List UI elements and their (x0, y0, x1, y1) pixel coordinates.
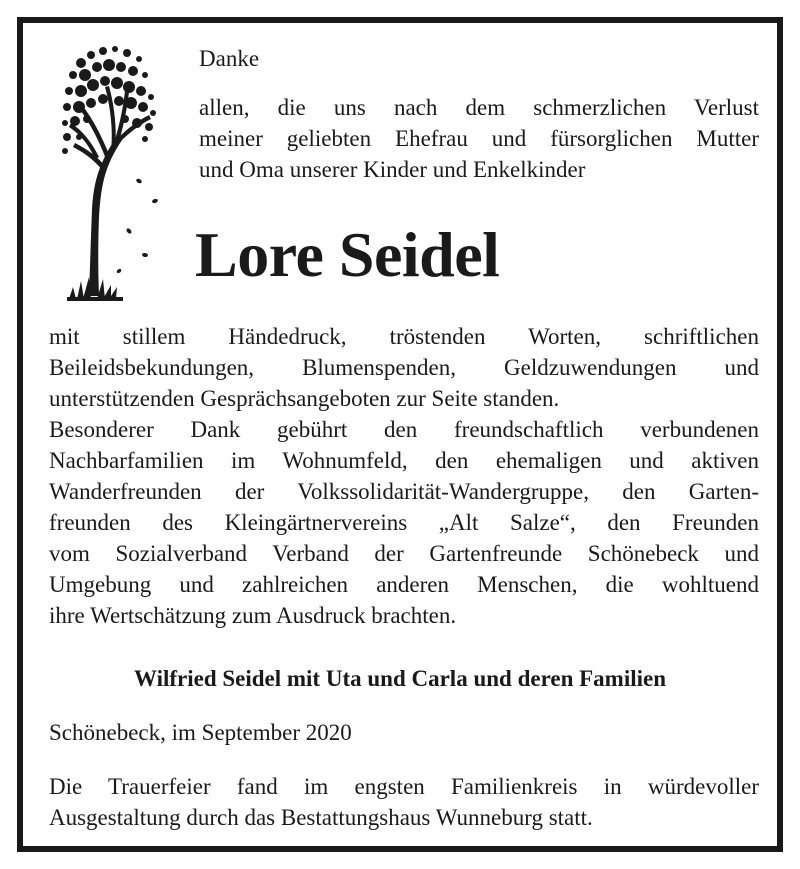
obituary-notice (17, 17, 783, 852)
body-line: ihre Wertschätzung zum Ausdruck brachten. (49, 603, 457, 628)
intro-block (199, 43, 759, 185)
funeral-line: Ausgestaltung durch das Bestattungshaus Wunneburg statt. (49, 805, 593, 830)
body-line: freunden des Kleingärtnervereins „Alt Salze“, den Freunden (49, 510, 759, 535)
tree-icon (59, 41, 161, 303)
intro-line: meiner geliebten Ehefrau und fürsorglichen Mutter (199, 126, 759, 151)
greeting: Danke (199, 46, 260, 71)
place-date: Schönebeck, im September 2020 (49, 720, 352, 745)
body-line: vom Sozialverband Verband der Gartenfreunde Schönebeck und (49, 541, 759, 566)
body-line: Nachbarfamilien im Wohnumfeld, den ehemaligen und aktiven (49, 448, 759, 473)
body-line: Umgebung und zahlreichen anderen Menschen, die wohltuend (49, 572, 759, 597)
body-text (49, 321, 759, 631)
body-line: unterstützenden Gesprächsangeboten zur Seite standen. (49, 386, 560, 411)
signature: Wilfried Seidel mit Uta und Carla und deren Familien (133, 666, 666, 691)
body-line: mit stillem Händedruck, tröstenden Worten, schriftlichen (49, 324, 759, 349)
funeral-note (49, 771, 759, 833)
funeral-line: Die Trauerfeier fand im engsten Familienkreis in würdevoller (49, 774, 759, 799)
intro-line: allen, die uns nach dem schmerzlichen Verlust (199, 95, 759, 120)
body-line: Wanderfreunden der Volkssolidarität-Wandergruppe, den Garten- (49, 479, 759, 504)
body-line: Besonderer Dank gebührt den freundschaftlich verbundenen (49, 417, 759, 442)
intro-line: und Oma unserer Kinder und Enkelkinder (199, 157, 586, 182)
body-line: Beileidsbekundungen, Blumenspenden, Geldzuwendungen und (49, 355, 759, 380)
deceased-name: Lore Seidel (195, 219, 500, 290)
